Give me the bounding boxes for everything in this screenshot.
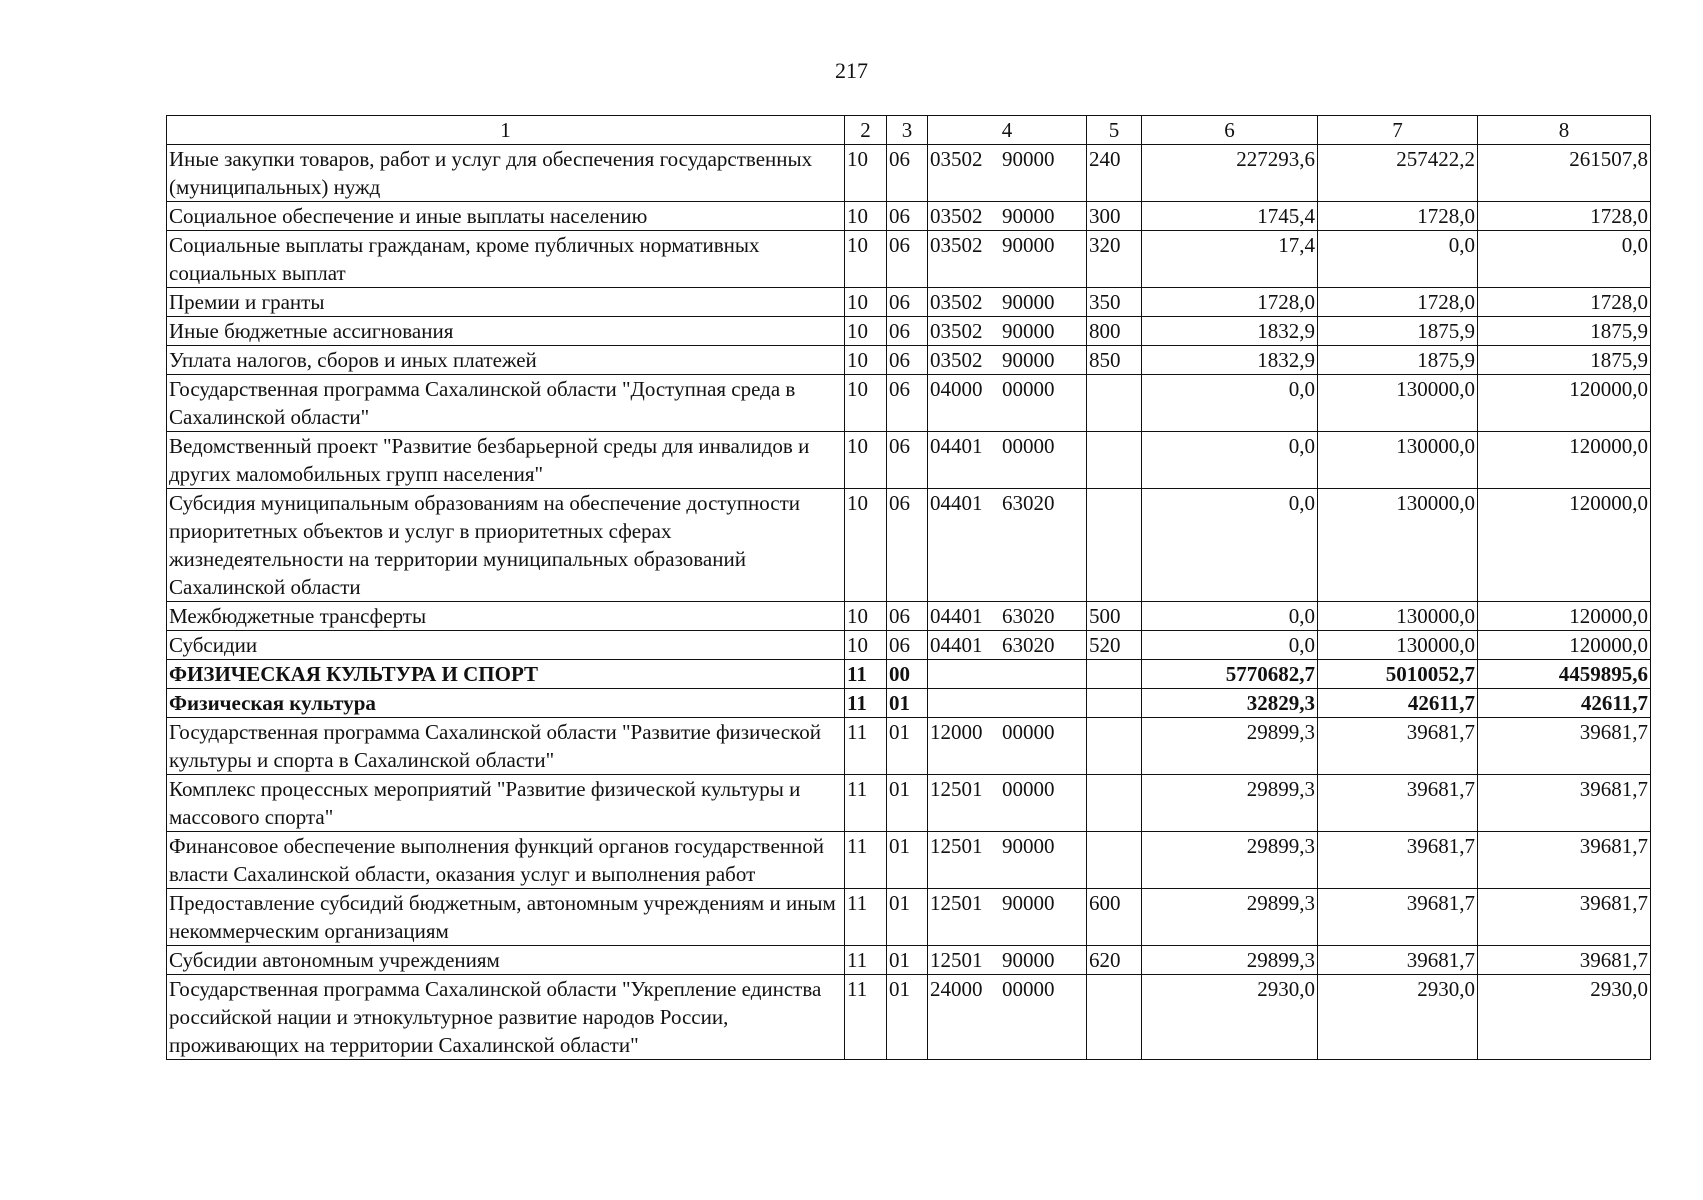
- amount-col7-cell: 2930,0: [1318, 975, 1478, 1060]
- amount-col6-cell: 32829,3: [1142, 689, 1318, 718]
- program-code-cell: [928, 889, 1087, 946]
- table-row: [167, 889, 1651, 946]
- amount-col6-cell: 5770682,7: [1142, 660, 1318, 689]
- amount-col7-cell: 0,0: [1318, 231, 1478, 288]
- row-name-cell: Премии и гранты: [167, 288, 845, 317]
- amount-col8-cell: 39681,7: [1478, 946, 1651, 975]
- table-row: [167, 432, 1651, 489]
- subsection-code-cell: 01: [887, 689, 928, 718]
- program-code-part2: 00000: [1002, 777, 1055, 801]
- program-code-part2: 90000: [1002, 290, 1055, 314]
- subsection-code-cell: 01: [887, 775, 928, 832]
- amount-col6-cell: 227293,6: [1142, 145, 1318, 202]
- amount-col8-cell: 120000,0: [1478, 432, 1651, 489]
- expense-type-code-cell: 350: [1087, 288, 1142, 317]
- amount-col7-cell: 39681,7: [1318, 775, 1478, 832]
- program-code-cell: [928, 432, 1087, 489]
- expense-type-code-cell: 320: [1087, 231, 1142, 288]
- program-code-cell: [928, 288, 1087, 317]
- subsection-code-cell: 01: [887, 975, 928, 1060]
- table-row: [167, 202, 1651, 231]
- row-name-cell: Уплата налогов, сборов и иных платежей: [167, 346, 845, 375]
- column-header: 7: [1318, 116, 1478, 145]
- table-row: [167, 832, 1651, 889]
- amount-col8-cell: 1875,9: [1478, 317, 1651, 346]
- program-code-part1: 03502: [930, 233, 983, 257]
- amount-col7-cell: 130000,0: [1318, 375, 1478, 432]
- amount-col7-cell: 1728,0: [1318, 202, 1478, 231]
- row-name-cell: Межбюджетные трансферты: [167, 602, 845, 631]
- expense-type-code-cell: 850: [1087, 346, 1142, 375]
- program-code-part2: 00000: [1002, 377, 1055, 401]
- expense-type-code-cell: 800: [1087, 317, 1142, 346]
- program-code-cell: [928, 202, 1087, 231]
- amount-col8-cell: 261507,8: [1478, 145, 1651, 202]
- program-code-part2: 90000: [1002, 204, 1055, 228]
- expense-type-code-cell: [1087, 975, 1142, 1060]
- row-name-cell: Субсидия муниципальным образованиям на обеспечение доступности приоритетных объектов и услуг в приоритетных сферах жизнедеятельности на территории муниципальных образований Сахалинской области: [167, 489, 845, 602]
- amount-col7-cell: 39681,7: [1318, 832, 1478, 889]
- amount-col7-cell: 42611,7: [1318, 689, 1478, 718]
- program-code-cell: [928, 375, 1087, 432]
- expense-type-code-cell: 300: [1087, 202, 1142, 231]
- table-row: [167, 689, 1651, 718]
- section-code-cell: 10: [845, 602, 887, 631]
- program-code-cell: [928, 346, 1087, 375]
- section-code-cell: 10: [845, 145, 887, 202]
- program-code-part2: 90000: [1002, 891, 1055, 915]
- table-body: [167, 145, 1651, 1060]
- table-row: [167, 946, 1651, 975]
- row-name-cell: Субсидии: [167, 631, 845, 660]
- amount-col7-cell: 1875,9: [1318, 317, 1478, 346]
- amount-col7-cell: 257422,2: [1318, 145, 1478, 202]
- program-code-part2: 90000: [1002, 948, 1055, 972]
- program-code-cell: [928, 832, 1087, 889]
- column-header: 2: [845, 116, 887, 145]
- subsection-code-cell: 06: [887, 489, 928, 602]
- section-code-cell: 11: [845, 975, 887, 1060]
- expense-type-code-cell: [1087, 832, 1142, 889]
- header-row: [167, 116, 1651, 145]
- amount-col8-cell: 39681,7: [1478, 889, 1651, 946]
- expense-type-code-cell: 520: [1087, 631, 1142, 660]
- section-code-cell: 10: [845, 631, 887, 660]
- table-row: [167, 660, 1651, 689]
- amount-col7-cell: 39681,7: [1318, 946, 1478, 975]
- column-header: 4: [928, 116, 1087, 145]
- table-row: [167, 718, 1651, 775]
- budget-table: [166, 115, 1651, 1060]
- program-code-part1: 12501: [930, 777, 983, 801]
- program-code-part1: 12000: [930, 720, 983, 744]
- subsection-code-cell: 01: [887, 718, 928, 775]
- program-code-part1: 04401: [930, 604, 983, 628]
- table-row: [167, 346, 1651, 375]
- section-code-cell: 10: [845, 375, 887, 432]
- expense-type-code-cell: 240: [1087, 145, 1142, 202]
- column-header: 1: [167, 116, 845, 145]
- row-name-cell: Государственная программа Сахалинской области "Развитие физической культуры и спорта в Сахалинской области": [167, 718, 845, 775]
- subsection-code-cell: 06: [887, 145, 928, 202]
- expense-type-code-cell: [1087, 775, 1142, 832]
- subsection-code-cell: 01: [887, 832, 928, 889]
- program-code-part1: 12501: [930, 891, 983, 915]
- amount-col8-cell: 39681,7: [1478, 832, 1651, 889]
- program-code-cell: [928, 231, 1087, 288]
- expense-type-code-cell: 620: [1087, 946, 1142, 975]
- program-code-cell: [928, 145, 1087, 202]
- row-name-cell: Иные закупки товаров, работ и услуг для обеспечения государственных (муниципальных) нужд: [167, 145, 845, 202]
- row-name-cell: Физическая культура: [167, 689, 845, 718]
- amount-col8-cell: 0,0: [1478, 231, 1651, 288]
- program-code-cell: [928, 975, 1087, 1060]
- amount-col8-cell: 1728,0: [1478, 288, 1651, 317]
- row-name-cell: Социальные выплаты гражданам, кроме публичных нормативных социальных выплат: [167, 231, 845, 288]
- subsection-code-cell: 06: [887, 602, 928, 631]
- amount-col7-cell: 130000,0: [1318, 489, 1478, 602]
- program-code-part1: 24000: [930, 977, 983, 1001]
- section-code-cell: 11: [845, 946, 887, 975]
- table-row: [167, 231, 1651, 288]
- program-code-cell: [928, 602, 1087, 631]
- section-code-cell: 11: [845, 689, 887, 718]
- program-code-part2: 63020: [1002, 633, 1055, 657]
- subsection-code-cell: 06: [887, 432, 928, 489]
- row-name-cell: Государственная программа Сахалинской области "Укрепление единства российской нации и этнокультурное развитие народов России, проживающих на территории Сахалинской области": [167, 975, 845, 1060]
- section-code-cell: 11: [845, 775, 887, 832]
- program-code-cell: [928, 775, 1087, 832]
- table-row: [167, 375, 1651, 432]
- subsection-code-cell: 06: [887, 631, 928, 660]
- program-code-part1: 12501: [930, 948, 983, 972]
- amount-col6-cell: 29899,3: [1142, 946, 1318, 975]
- amount-col7-cell: 5010052,7: [1318, 660, 1478, 689]
- expense-type-code-cell: [1087, 660, 1142, 689]
- table-row: [167, 975, 1651, 1060]
- row-name-cell: Предоставление субсидий бюджетным, автономным учреждениям и иным некоммерческим организациям: [167, 889, 845, 946]
- amount-col6-cell: 0,0: [1142, 602, 1318, 631]
- expense-type-code-cell: [1087, 689, 1142, 718]
- row-name-cell: Финансовое обеспечение выполнения функций органов государственной власти Сахалинской области, оказания услуг и выполнения работ: [167, 832, 845, 889]
- amount-col6-cell: 29899,3: [1142, 775, 1318, 832]
- section-code-cell: 10: [845, 346, 887, 375]
- amount-col8-cell: 120000,0: [1478, 375, 1651, 432]
- amount-col6-cell: 0,0: [1142, 631, 1318, 660]
- amount-col7-cell: 130000,0: [1318, 631, 1478, 660]
- amount-col8-cell: 2930,0: [1478, 975, 1651, 1060]
- amount-col8-cell: 1875,9: [1478, 346, 1651, 375]
- program-code-part2: 90000: [1002, 319, 1055, 343]
- column-header: 6: [1142, 116, 1318, 145]
- table-row: [167, 775, 1651, 832]
- program-code-part1: 04401: [930, 491, 983, 515]
- subsection-code-cell: 06: [887, 317, 928, 346]
- amount-col7-cell: 39681,7: [1318, 889, 1478, 946]
- amount-col6-cell: 0,0: [1142, 432, 1318, 489]
- row-name-cell: Ведомственный проект "Развитие безбарьерной среды для инвалидов и других маломобильных групп населения": [167, 432, 845, 489]
- amount-col8-cell: 120000,0: [1478, 631, 1651, 660]
- subsection-code-cell: 01: [887, 889, 928, 946]
- amount-col6-cell: 29899,3: [1142, 889, 1318, 946]
- amount-col6-cell: 2930,0: [1142, 975, 1318, 1060]
- program-code-cell: [928, 660, 1087, 689]
- program-code-part1: 03502: [930, 348, 983, 372]
- amount-col6-cell: 0,0: [1142, 489, 1318, 602]
- section-code-cell: 11: [845, 889, 887, 946]
- amount-col6-cell: 17,4: [1142, 231, 1318, 288]
- expense-type-code-cell: [1087, 489, 1142, 602]
- table-row: [167, 489, 1651, 602]
- program-code-cell: [928, 946, 1087, 975]
- table-row: [167, 145, 1651, 202]
- section-code-cell: 11: [845, 832, 887, 889]
- amount-col8-cell: 39681,7: [1478, 718, 1651, 775]
- program-code-part1: 12501: [930, 834, 983, 858]
- subsection-code-cell: 01: [887, 946, 928, 975]
- subsection-code-cell: 06: [887, 202, 928, 231]
- amount-col6-cell: 1745,4: [1142, 202, 1318, 231]
- amount-col7-cell: 1728,0: [1318, 288, 1478, 317]
- subsection-code-cell: 06: [887, 375, 928, 432]
- amount-col7-cell: 1875,9: [1318, 346, 1478, 375]
- program-code-cell: [928, 317, 1087, 346]
- subsection-code-cell: 06: [887, 231, 928, 288]
- section-code-cell: 10: [845, 489, 887, 602]
- expense-type-code-cell: 600: [1087, 889, 1142, 946]
- table-row: [167, 288, 1651, 317]
- amount-col8-cell: 42611,7: [1478, 689, 1651, 718]
- section-code-cell: 10: [845, 231, 887, 288]
- row-name-cell: ФИЗИЧЕСКАЯ КУЛЬТУРА И СПОРТ: [167, 660, 845, 689]
- subsection-code-cell: 00: [887, 660, 928, 689]
- expense-type-code-cell: 500: [1087, 602, 1142, 631]
- row-name-cell: Социальное обеспечение и иные выплаты населению: [167, 202, 845, 231]
- table-row: [167, 631, 1651, 660]
- amount-col6-cell: 1832,9: [1142, 346, 1318, 375]
- program-code-part1: 03502: [930, 290, 983, 314]
- amount-col8-cell: 120000,0: [1478, 602, 1651, 631]
- program-code-part2: 90000: [1002, 834, 1055, 858]
- section-code-cell: 10: [845, 317, 887, 346]
- amount-col6-cell: 1832,9: [1142, 317, 1318, 346]
- program-code-part2: 90000: [1002, 348, 1055, 372]
- program-code-part2: 90000: [1002, 233, 1055, 257]
- section-code-cell: 11: [845, 660, 887, 689]
- program-code-cell: [928, 489, 1087, 602]
- program-code-part2: 00000: [1002, 434, 1055, 458]
- program-code-part2: 00000: [1002, 977, 1055, 1001]
- row-name-cell: Субсидии автономным учреждениям: [167, 946, 845, 975]
- program-code-part2: 63020: [1002, 604, 1055, 628]
- page-number: 217: [835, 58, 868, 83]
- amount-col8-cell: 120000,0: [1478, 489, 1651, 602]
- table-row: [167, 317, 1651, 346]
- column-header: 8: [1478, 116, 1651, 145]
- subsection-code-cell: 06: [887, 288, 928, 317]
- amount-col6-cell: 1728,0: [1142, 288, 1318, 317]
- expense-type-code-cell: [1087, 718, 1142, 775]
- row-name-cell: Государственная программа Сахалинской области "Доступная среда в Сахалинской области": [167, 375, 845, 432]
- table-row: [167, 602, 1651, 631]
- program-code-cell: [928, 689, 1087, 718]
- amount-col6-cell: 29899,3: [1142, 832, 1318, 889]
- expense-type-code-cell: [1087, 432, 1142, 489]
- section-code-cell: 11: [845, 718, 887, 775]
- program-code-part1: 04000: [930, 377, 983, 401]
- row-name-cell: Иные бюджетные ассигнования: [167, 317, 845, 346]
- column-header: 5: [1087, 116, 1142, 145]
- program-code-part1: 04401: [930, 434, 983, 458]
- program-code-part2: 00000: [1002, 720, 1055, 744]
- amount-col8-cell: 1728,0: [1478, 202, 1651, 231]
- program-code-part2: 63020: [1002, 491, 1055, 515]
- amount-col6-cell: 29899,3: [1142, 718, 1318, 775]
- expense-type-code-cell: [1087, 375, 1142, 432]
- section-code-cell: 10: [845, 202, 887, 231]
- program-code-part1: 04401: [930, 633, 983, 657]
- program-code-part1: 03502: [930, 204, 983, 228]
- amount-col7-cell: 130000,0: [1318, 602, 1478, 631]
- row-name-cell: Комплекс процессных мероприятий "Развитие физической культуры и массового спорта": [167, 775, 845, 832]
- program-code-part1: 03502: [930, 319, 983, 343]
- column-header: 3: [887, 116, 928, 145]
- program-code-part2: 90000: [1002, 147, 1055, 171]
- amount-col7-cell: 39681,7: [1318, 718, 1478, 775]
- section-code-cell: 10: [845, 288, 887, 317]
- subsection-code-cell: 06: [887, 346, 928, 375]
- amount-col8-cell: 4459895,6: [1478, 660, 1651, 689]
- section-code-cell: 10: [845, 432, 887, 489]
- program-code-cell: [928, 718, 1087, 775]
- amount-col6-cell: 0,0: [1142, 375, 1318, 432]
- program-code-cell: [928, 631, 1087, 660]
- amount-col8-cell: 39681,7: [1478, 775, 1651, 832]
- program-code-part1: 03502: [930, 147, 983, 171]
- amount-col7-cell: 130000,0: [1318, 432, 1478, 489]
